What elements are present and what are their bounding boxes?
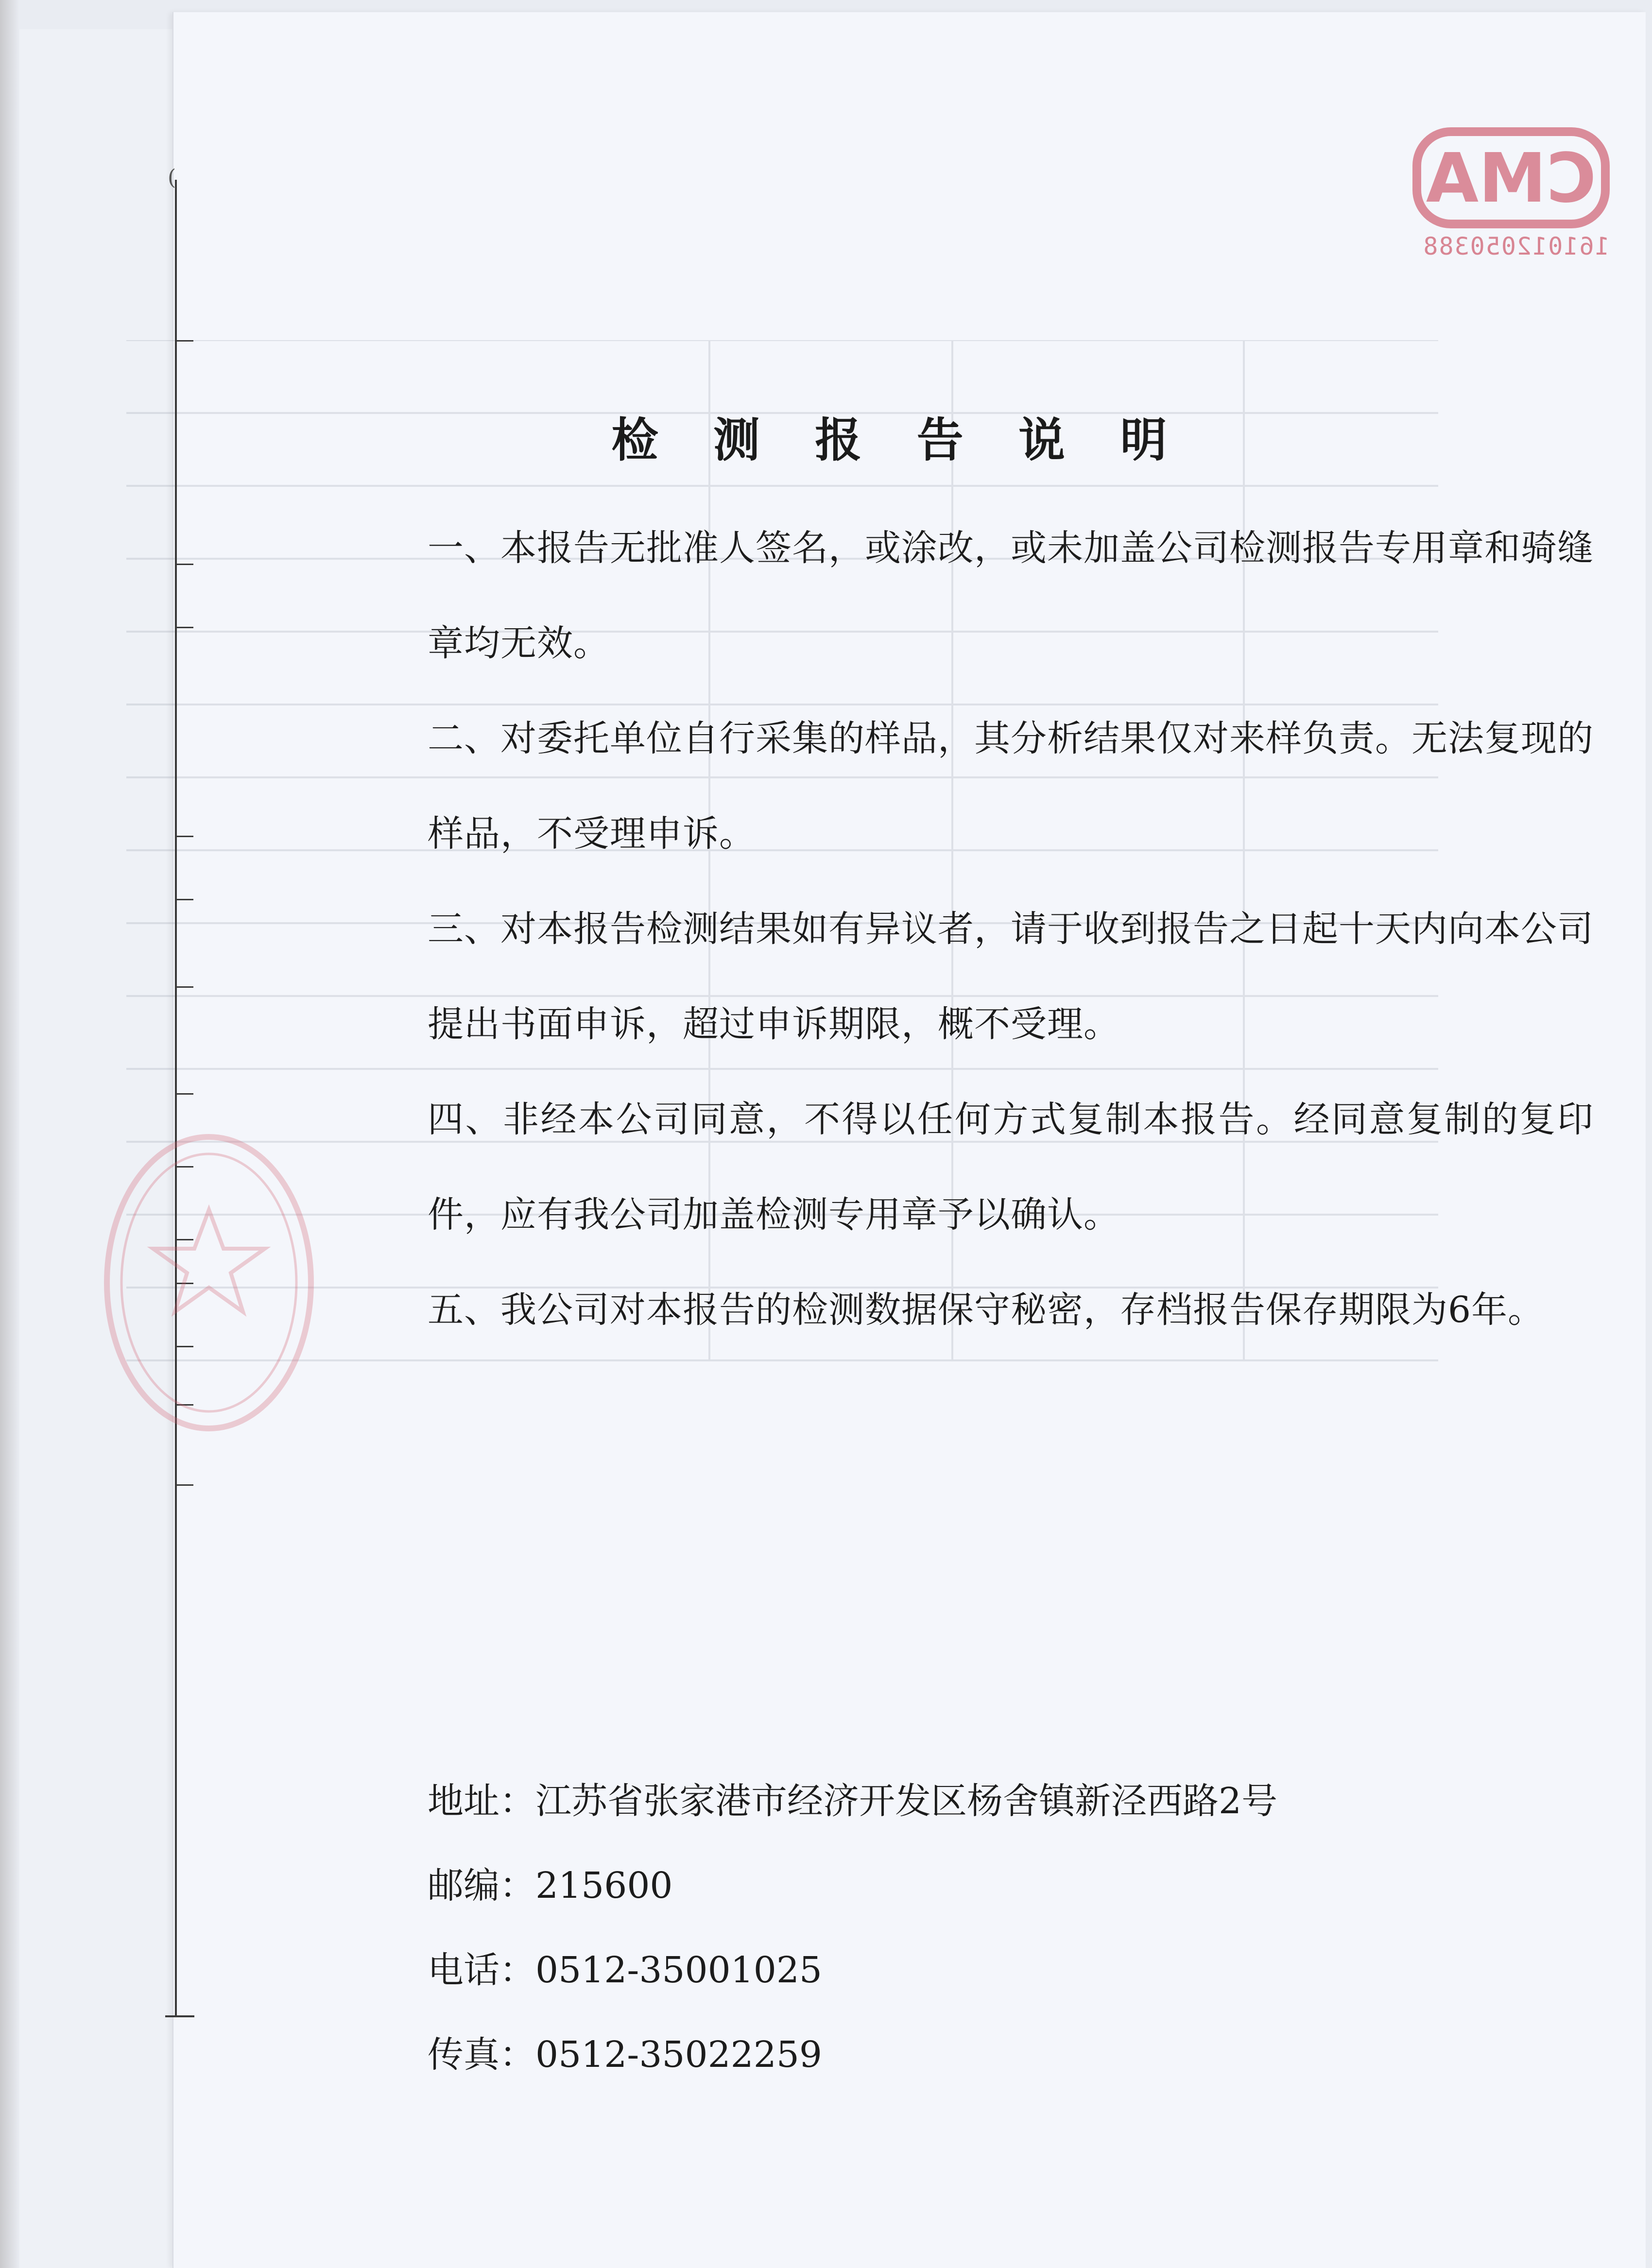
- binding-tick: [175, 1093, 193, 1095]
- fax-label: 传真：: [428, 2034, 535, 2076]
- contact-info: [428, 1759, 1594, 2097]
- binding-tick: [175, 836, 193, 837]
- phone-label: 电话：: [428, 1949, 535, 1991]
- phone-value: 0512-35001025: [535, 1949, 822, 1991]
- binding-tick: [175, 340, 193, 342]
- clause-5: 五、我公司对本报告的检测数据保守秘密，存档报告保存期限为6年。: [428, 1289, 1545, 1331]
- margin-bracket: (: [168, 165, 176, 190]
- address-label: 地址：: [428, 1780, 535, 1822]
- cma-stamp-text: CMA: [1426, 139, 1597, 218]
- clause-2: 二、对委托单位自行采集的样品，其分析结果仅对来样负责。无法复现的样品，不受理申诉。: [428, 718, 1594, 855]
- document-title: 检 测 报 告 说 明: [611, 412, 1187, 467]
- phone-row: [428, 1928, 1594, 2012]
- fax-row: [428, 2012, 1594, 2097]
- fax-value: 0512-35022259: [535, 2034, 822, 2076]
- postcode-row: [428, 1843, 1594, 1928]
- postcode-label: 邮编：: [428, 1865, 535, 1907]
- binding-tick: [175, 564, 193, 565]
- binding-rule: [175, 180, 177, 2016]
- binding-tick: [175, 1484, 193, 1486]
- cma-number: 161012050388: [1422, 232, 1610, 260]
- binding-rule-foot: [165, 2015, 194, 2017]
- binding-tick: [175, 986, 193, 988]
- scanner-edge: [0, 0, 19, 2268]
- postcode-value: 215600: [535, 1865, 673, 1907]
- clause-3: 三、对本报告检测结果如有异议者，请于收到报告之日起十天内向本公司提出书面申诉，超过申诉期限，概不受理。: [428, 908, 1594, 1045]
- address-value: 江苏省张家港市经济开发区杨舍镇新泾西路2号: [535, 1780, 1278, 1822]
- clause-1: 一、本报告无批准人签名，或涂改，或未加盖公司检测报告专用章和骑缝章均无效。: [428, 527, 1594, 664]
- clause-4: 四、非经本公司同意，不得以任何方式复制本报告。经同意复制的复印件，应有我公司加盖检测专用章予以确认。: [428, 1099, 1594, 1236]
- binding-tick: [175, 627, 193, 628]
- report-clauses: [428, 500, 1594, 1357]
- binding-tick: [175, 899, 193, 900]
- company-seal: [97, 1127, 321, 1438]
- address-row: [428, 1759, 1594, 1843]
